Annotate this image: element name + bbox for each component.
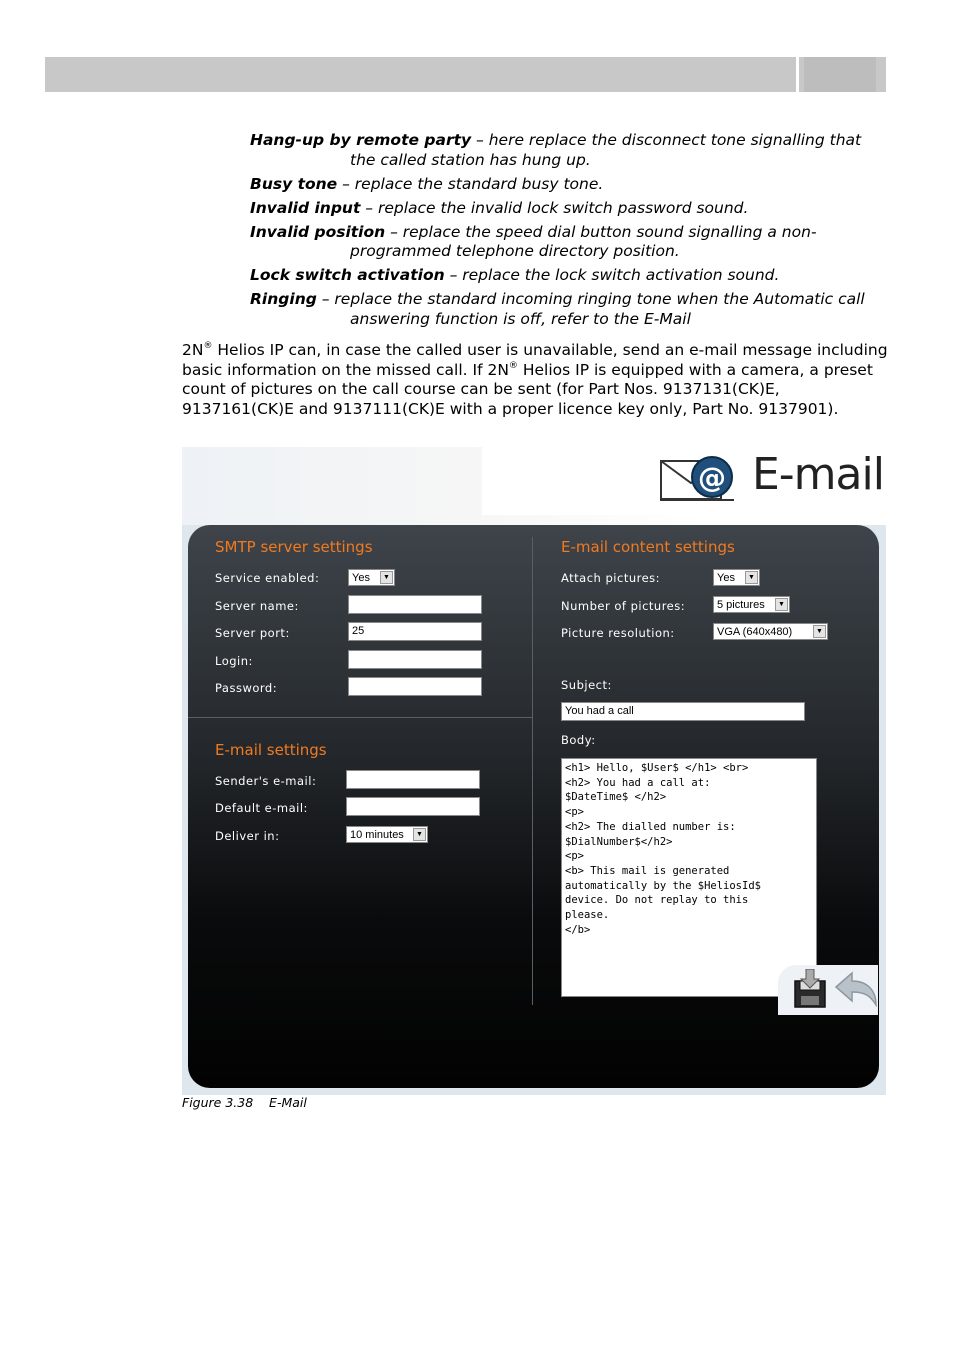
definition-item: Ringing – replace the standard incoming ringing tone when the Automatic call answering function is off, refer to the E-Mail xyxy=(250,290,865,328)
email-section-title: E-mail settings xyxy=(215,741,327,759)
login-label: Login: xyxy=(215,654,253,668)
content-section-title: E-mail content settings xyxy=(561,538,735,556)
login-input[interactable] xyxy=(348,650,482,669)
definition-item: Hang-up by remote party – here replace the disconnect tone signalling that the called station has hung up. xyxy=(250,131,862,169)
save-icon[interactable] xyxy=(792,969,828,1009)
page-header-bar xyxy=(45,57,796,92)
service-enabled-label: Service enabled: xyxy=(215,571,320,585)
attach-pictures-label: Attach pictures: xyxy=(561,571,661,585)
envelope-at-icon xyxy=(660,455,734,501)
server-name-label: Server name: xyxy=(215,599,299,613)
body-textarea[interactable]: <h1> Hello, $User$ </h1> <br> <h2> You had a call at: $DateTime$ </h2> <p> <h2> The dialled number is: $DialNumber$</h2> <p> <b> This mail is generated automatically by the $HeliosId$ device. Do not replay to this please. </b> xyxy=(561,758,817,997)
smtp-section-title: SMTP server settings xyxy=(215,538,373,556)
chevron-down-icon: ▼ xyxy=(775,598,788,611)
column-divider xyxy=(532,537,533,1005)
definition-list xyxy=(250,131,890,334)
password-input[interactable] xyxy=(348,677,482,696)
password-label: Password: xyxy=(215,681,278,695)
body-label: Body: xyxy=(561,733,596,747)
picture-resolution-select[interactable]: VGA (640x480) ▼ xyxy=(713,623,828,640)
attach-pictures-select[interactable]: Yes ▼ xyxy=(713,569,760,586)
server-name-input[interactable] xyxy=(348,595,482,614)
definition-item: Busy tone – replace the standard busy tone. xyxy=(250,174,604,193)
body-paragraph: 2N® Helios IP can, in case the called user is unavailable, send an e-mail message including basic information on the missed call. If 2N® Helios IP is equipped with a camera, a preset count of pictures on the call course can be sent (for Part Nos. 9137131(CK)E, 9137161(CK)E and 9137111(CK)E with a proper licence key only, Part No. 9137901). xyxy=(182,341,888,418)
svg-text:@: @ xyxy=(698,461,726,494)
service-enabled-select[interactable]: Yes ▼ xyxy=(348,569,395,586)
email-settings-figure xyxy=(182,447,886,1095)
settings-panel xyxy=(188,525,879,1088)
number-of-pictures-select[interactable]: 5 pictures ▼ xyxy=(713,596,790,613)
definition-item: Lock switch activation – replace the lock switch activation sound. xyxy=(250,266,780,284)
number-of-pictures-label: Number of pictures: xyxy=(561,599,686,613)
figure-title: E-mail xyxy=(752,449,884,500)
deliver-in-label: Deliver in: xyxy=(215,829,280,843)
sender-email-label: Sender's e-mail: xyxy=(215,774,317,788)
subject-input[interactable]: You had a call xyxy=(561,702,805,721)
definition-item: Invalid position – replace the speed dial button sound signalling a non-programmed telephone directory position. xyxy=(250,222,817,260)
back-arrow-icon[interactable] xyxy=(834,971,878,1007)
sender-email-input[interactable] xyxy=(346,770,480,789)
deliver-in-select[interactable]: 10 minutes ▼ xyxy=(346,826,428,843)
server-port-label: Server port: xyxy=(215,626,290,640)
chevron-down-icon: ▼ xyxy=(745,571,758,584)
default-email-input[interactable] xyxy=(346,797,480,816)
section-divider xyxy=(188,717,532,718)
chevron-down-icon: ▼ xyxy=(413,828,426,841)
figure-caption: Figure 3.38 E-Mail xyxy=(182,1095,307,1110)
server-port-input[interactable]: 25 xyxy=(348,622,482,641)
chevron-down-icon: ▼ xyxy=(813,625,826,638)
chevron-down-icon: ▼ xyxy=(380,571,393,584)
default-email-label: Default e-mail: xyxy=(215,801,308,815)
subject-label: Subject: xyxy=(561,678,612,692)
definition-item: Invalid input – replace the invalid lock switch password sound. xyxy=(250,198,749,217)
picture-resolution-label: Picture resolution: xyxy=(561,626,675,640)
page-header-tab xyxy=(799,57,886,92)
